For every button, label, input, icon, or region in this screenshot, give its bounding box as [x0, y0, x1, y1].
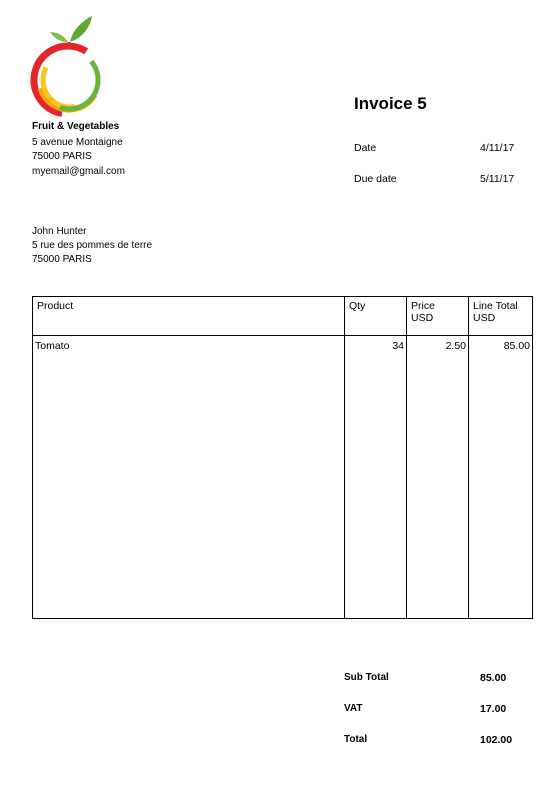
- header-price: [407, 297, 469, 336]
- invoice-title: Invoice 5: [354, 94, 427, 113]
- company-email: myemail@gmail.com: [32, 166, 125, 177]
- header-line-total-label: Line Total: [473, 300, 518, 312]
- header-price-unit: USD: [411, 312, 434, 324]
- company-logo: [28, 12, 110, 120]
- date-label: Date: [354, 142, 377, 154]
- subtotal-label: Sub Total: [344, 672, 389, 683]
- client-city: 75000 PARIS: [32, 254, 92, 265]
- company-name: Fruit & Vegetables: [32, 121, 120, 132]
- table-row: [33, 336, 533, 357]
- invoice-items-table: [32, 296, 533, 619]
- cell-qty: 34: [345, 336, 407, 357]
- vat-label: VAT: [344, 703, 363, 714]
- header-price-label: Price: [411, 300, 435, 312]
- date-value: 4/11/17: [480, 142, 515, 154]
- due-date-value: 5/11/17: [480, 173, 515, 185]
- cell-product: Tomato: [33, 336, 345, 357]
- header-product: Product: [33, 297, 345, 336]
- total-label: Total: [344, 734, 368, 745]
- vat-value: 17.00: [480, 703, 507, 715]
- due-date-label: Due date: [354, 173, 397, 185]
- company-address-line: 5 avenue Montaigne: [32, 137, 123, 148]
- header-line-total: [469, 297, 533, 336]
- client-street: 5 rue des pommes de terre: [32, 240, 153, 251]
- header-line-total-unit: USD: [473, 312, 496, 324]
- total-value: 102.00: [480, 734, 513, 746]
- leaf-icon: [70, 16, 92, 42]
- client-name: John Hunter: [32, 226, 87, 237]
- header-qty: Qty: [345, 297, 407, 336]
- subtotal-value: 85.00: [480, 672, 507, 684]
- cell-price: 2.50: [407, 336, 469, 357]
- table-filler-row: [33, 356, 533, 619]
- company-city-line: 75000 PARIS: [32, 151, 92, 162]
- cell-line-total: 85.00: [469, 336, 533, 357]
- leaf-icon: [50, 32, 68, 42]
- table-header-row: [33, 297, 533, 336]
